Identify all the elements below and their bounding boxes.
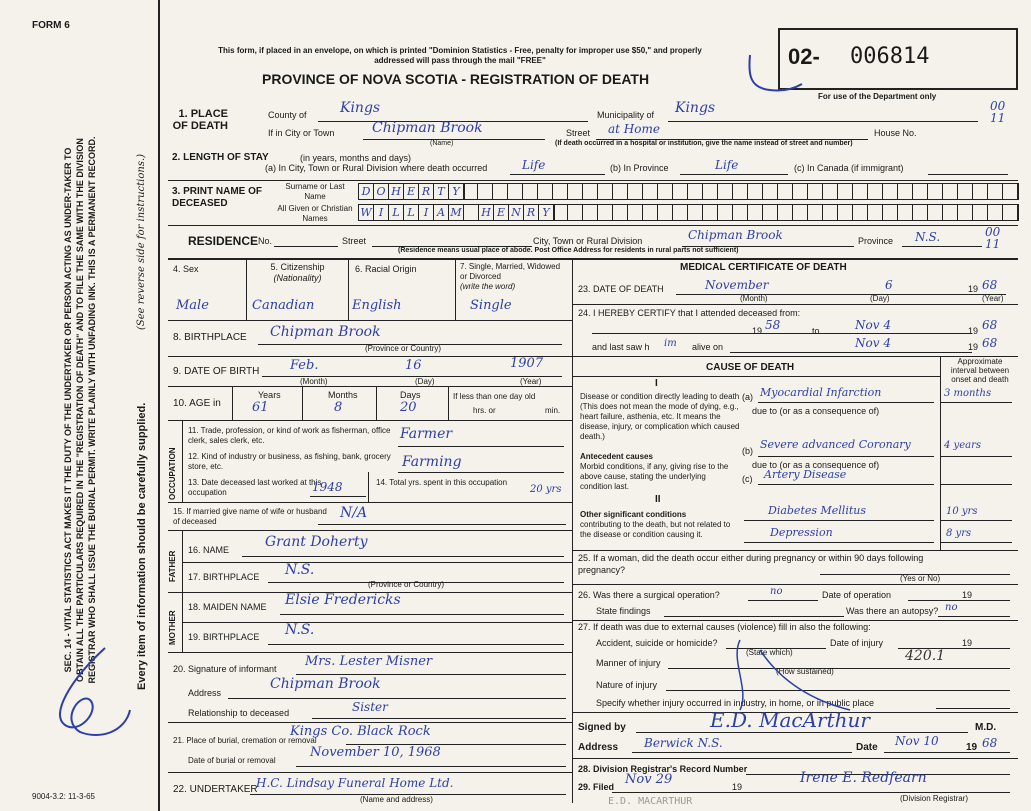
spouse-label: 15. If married give name of wife or husband of deceased	[173, 507, 327, 526]
other-condition-2-interval: 8 yrs	[946, 528, 972, 539]
stay-canada-label: (c) In Canada (if immigrant)	[794, 163, 904, 173]
residence-street-label: Street	[342, 236, 367, 246]
registration-prefix: 02-	[788, 44, 820, 69]
residence-label: RESIDENCE	[188, 234, 259, 248]
industry-question: 12. Kind of industry or business, as fishing, bank, grocery store, etc.	[188, 452, 391, 471]
trade-question: 11. Trade, profession, or kind of work as fisherman, office clerk, sales clerk, etc.	[188, 426, 391, 445]
surgery-question: 26. Was there a surgical operation?	[578, 590, 720, 600]
total-years-value: 20 yrs	[530, 484, 562, 495]
municipality-label: Municipality of	[597, 110, 655, 120]
injury-year-prefix: 19	[962, 638, 973, 648]
burial-place-label: 21. Place of burial, cremation or removal	[173, 736, 317, 745]
months-label: Months	[328, 390, 358, 400]
signed-by-label: Signed by	[578, 722, 626, 733]
residence-city-value: Chipman Brook	[688, 228, 783, 242]
operation-date-label: Date of operation	[822, 590, 892, 600]
surname-letter-box: E	[404, 184, 419, 199]
print-code: 9004-3.2: 11-3-65	[32, 792, 96, 801]
given-name-letter-box: I	[419, 205, 434, 220]
statute-note: SEC. 14 - VITAL STATISTICS ACT MAKES IT THE DUTY OF THE UNDERTAKER OR PERSON ACTING AS UNDER-TAKER TO OBTAIN ALL THE PARTICULARS REQUIRED IN THE "REGISTRATION OF DEATH" AND TO FILE THE SAME WITH THE DIVISION REGISTRAR WHO SHALL ISSUE THE BURIAL PERMIT. WRITE PLAINLY WITH UNFADING INK. THIS IS A PERMANENT RECORD.	[63, 136, 97, 684]
sign-date: Nov 10	[895, 734, 939, 748]
certify-label: 24. I HEREBY CERTIFY that I attended deceased from:	[578, 308, 801, 318]
burial-date-label: Date of burial or removal	[188, 756, 276, 765]
informant-label: 20. Signature of informant	[173, 664, 277, 674]
death-day-caption: (Day)	[870, 294, 890, 303]
stay-city-value: Life	[522, 158, 546, 172]
citizenship-value: Canadian	[252, 298, 315, 313]
birthplace-value: Chipman Brook	[270, 324, 381, 340]
residence-province-value: N.S.	[915, 230, 941, 244]
sign-year-prefix: 19	[966, 742, 978, 753]
due-to-b: due to (or as a consequence of)	[752, 460, 880, 470]
injury-date-label: Date of injury	[830, 638, 884, 648]
undertaker-caption: (Name and address)	[360, 795, 433, 804]
dob-year: 1907	[510, 356, 544, 371]
attended-to-label: to	[812, 326, 820, 336]
postage-notice: This form, if placed in an envelope, on which is printed "Dominion Statistics - Free, penalty for improper use $50," and properly addressed will pass through the mail "FREE"	[218, 46, 702, 65]
antecedent-label: Antecedent causes	[580, 452, 653, 461]
given-name-letter-box: E	[494, 205, 509, 220]
cause-b: Severe advanced Coronary	[760, 438, 911, 451]
physician-address-label: Address	[578, 742, 619, 753]
min-label: min.	[545, 406, 561, 415]
mother-side-label: MOTHER	[168, 610, 177, 645]
given-name-letter-box: W	[359, 205, 374, 220]
industry-value: Farming	[402, 454, 462, 470]
given-name-letter-box: H	[479, 205, 494, 220]
cause-c-marker: (c)	[742, 474, 753, 484]
dob-day: 16	[405, 358, 422, 373]
external-causes-question: 27. If death was due to external causes (violence) fill in also the following:	[578, 622, 871, 632]
given-name-letter-box: I	[374, 205, 389, 220]
years-label: Years	[258, 390, 281, 400]
surgery-value: no	[770, 586, 783, 597]
given-name-letter-box: A	[434, 205, 449, 220]
father-birthplace-value: N.S.	[285, 562, 315, 578]
informant-address: Chipman Brook	[270, 676, 381, 692]
father-name-value: Grant Doherty	[265, 534, 368, 550]
autopsy-value: no	[945, 602, 958, 613]
street-label: Street	[566, 128, 591, 138]
age-label: 10. AGE in	[173, 398, 221, 409]
given-name-letter-box: L	[404, 205, 419, 220]
cause-title: CAUSE OF DEATH	[706, 362, 795, 373]
residence-city-label: City, Town or Rural Division	[533, 236, 643, 246]
father-side-label: FATHER	[168, 550, 177, 582]
mother-maiden-label: 18. MAIDEN NAME	[188, 602, 267, 612]
sex-value: Male	[176, 298, 209, 313]
form-title: PROVINCE OF NOVA SCOTIA - REGISTRATION OF DEATH	[262, 71, 650, 87]
antecedent-hint: Morbid conditions, if any, giving rise to the above cause, stating the underlying condition last.	[580, 462, 729, 491]
surname-letter-box: Y	[449, 184, 464, 199]
length-of-stay-label: 2. LENGTH OF STAY	[172, 152, 269, 163]
surname-letter-box: T	[434, 184, 449, 199]
length-of-stay-hint: (in years, months and days)	[300, 153, 412, 163]
pregnancy-question: 25. If a woman, did the death occur either during pregnancy or within 90 days following pregnancy?	[578, 553, 924, 575]
hrs-label: hrs. or	[473, 406, 496, 415]
dob-year-caption: (Year)	[520, 377, 542, 386]
yes-no-caption: (Yes or No)	[900, 574, 941, 583]
given-names-letter-boxes	[358, 204, 555, 221]
stay-province-label: (b) In Province	[610, 163, 669, 173]
given-name-letter-box: R	[524, 205, 539, 220]
relationship-label: Relationship to deceased	[188, 708, 290, 718]
deceased-name-label: 3. PRINT NAME OF DECEASED	[172, 186, 263, 209]
county-value: Kings	[340, 100, 381, 116]
death-month: November	[705, 278, 769, 292]
sex-label: 4. Sex	[173, 264, 199, 274]
given-name-letter-box: Y	[539, 205, 554, 220]
burial-date-value: November 10, 1968	[310, 745, 441, 760]
hospital-note: (If death occurred in a hospital or institution, give the name instead of street and number)	[555, 140, 853, 147]
manner-label: Manner of injury	[596, 658, 661, 668]
death-year: 68	[982, 278, 998, 292]
street-value: at Home	[608, 122, 660, 136]
sign-date-label: Date	[856, 742, 878, 753]
total-years-question: 14. Total yrs. spent in this occupation	[376, 478, 508, 487]
death-year-prefix: 19	[968, 284, 979, 294]
attended-from: 58	[765, 318, 781, 332]
part-one-label: I	[655, 378, 658, 389]
residence-code: 00 11	[985, 225, 1001, 251]
registration-number: 006814	[850, 44, 930, 69]
last-worked-question: 13. Date deceased last worked at this occupation	[188, 478, 322, 497]
burial-place-value: Kings Co. Black Rock	[290, 724, 431, 739]
specify-label: Specify whether injury occurred in industry, in home, or in public place	[596, 698, 874, 708]
mother-maiden-value: Elsie Fredericks	[285, 592, 401, 608]
last-saw-label: and last saw h	[592, 342, 650, 352]
dob-label: 9. DATE OF BIRTH	[173, 366, 260, 377]
physician-address: Berwick N.S.	[644, 736, 723, 750]
father-name-label: 16. NAME	[188, 545, 230, 555]
attended-to: Nov 4	[855, 318, 891, 332]
death-month-caption: (Month)	[740, 294, 768, 303]
instruction-note: Every item of information should be carefully supplied.	[136, 402, 148, 690]
handwritten-l-mark	[30, 640, 140, 750]
given-name-letter-box: M	[449, 205, 464, 220]
interval-b: 4 years	[944, 440, 981, 451]
registrar-caption: (Division Registrar)	[900, 794, 969, 803]
racial-origin-value: English	[352, 298, 402, 313]
less-day-label: If less than one day old	[453, 392, 536, 401]
medical-title: MEDICAL CERTIFICATE OF DEATH	[680, 262, 847, 273]
given-name-letter-box: N	[509, 205, 524, 220]
alive-on-label: alive on	[692, 342, 724, 352]
age-days: 20	[400, 400, 417, 415]
city-caption: (Name)	[430, 140, 454, 147]
filed-year-prefix: 19	[732, 782, 743, 792]
cause-c: Artery Disease	[764, 468, 847, 481]
autopsy-label: Was there an autopsy?	[846, 606, 939, 616]
nature-label: Nature of injury	[596, 680, 658, 690]
mother-birthplace-value: N.S.	[285, 622, 315, 638]
surname-letter-boxes	[358, 183, 465, 200]
reference-number: 420.1	[905, 648, 946, 664]
marital-value: Single	[470, 298, 512, 313]
mother-birthplace-label: 19. BIRTHPLACE	[188, 632, 260, 642]
city-value: Chipman Brook	[372, 120, 483, 136]
attended-from-prefix: 19	[752, 326, 763, 336]
record-number-label: 28. Division Registrar's Record Number	[578, 764, 748, 774]
margin-rule	[158, 0, 160, 811]
other-conditions-hint: contributing to the death, but not related to the disease or condition causing it.	[580, 520, 731, 539]
city-label: If in City or Town	[268, 128, 335, 138]
accident-label: Accident, suicide or homicide?	[596, 638, 718, 648]
undertaker-label: 22. UNDERTAKER	[173, 784, 258, 795]
place-of-death-label: 1. PLACE OF DEATH	[172, 108, 228, 132]
alive-on-prefix: 19	[968, 342, 979, 352]
operation-year-prefix: 19	[962, 590, 973, 600]
stamp-text: E.D. MACARTHUR	[608, 796, 693, 807]
age-years: 61	[252, 400, 269, 415]
attended-to-prefix: 19	[968, 326, 979, 336]
form-number: FORM 6	[32, 20, 70, 31]
last-worked-value: 1948	[312, 480, 343, 494]
other-condition-1-interval: 10 yrs	[946, 506, 978, 517]
sign-year: 68	[982, 736, 998, 750]
attended-to-year: 68	[982, 318, 998, 332]
surname-letter-box: D	[359, 184, 374, 199]
accident-hint: (State which)	[746, 648, 793, 657]
stay-province-value: Life	[715, 158, 739, 172]
cause-b-marker: (b)	[742, 446, 753, 456]
dob-day-caption: (Day)	[415, 377, 435, 386]
municipality-value: Kings	[675, 100, 716, 116]
given-name-letter-box	[464, 205, 479, 220]
department-use: For use of the Department only	[818, 92, 937, 101]
racial-origin-label: 6. Racial Origin	[355, 264, 417, 274]
date-of-death-label: 23. DATE OF DEATH	[578, 284, 664, 294]
house-number-label: House No.	[874, 128, 917, 138]
surname-letter-box: H	[389, 184, 404, 199]
undertaker-value: H.C. Lindsay Funeral Home Ltd.	[256, 776, 454, 790]
handwritten-check-mark	[740, 50, 810, 95]
alive-on: Nov 4	[855, 336, 891, 350]
sustained-caption: (How sustained)	[776, 667, 834, 676]
informant-address-label: Address	[188, 688, 222, 698]
residence-note: (Residence means usual place of abode. Post Office Address for residents in rural parts not sufficient)	[398, 247, 739, 254]
marital-label: 7. Single, Married, Widowed or Divorced (write the word)	[460, 262, 561, 291]
md-label: M.D.	[975, 722, 997, 733]
residence-province-label: Province	[858, 236, 894, 246]
cause-a: Myocardial Infarction	[760, 386, 882, 399]
filed-date: Nov 29	[625, 772, 673, 787]
occupation-side-label: OCCUPATION	[168, 447, 177, 500]
department-code: 00 11	[990, 99, 1006, 125]
physician-signature: E.D. MacArthur	[710, 708, 870, 732]
other-condition-1: Diabetes Mellitus	[768, 504, 866, 517]
reverse-hint: (See reverse side for instructions.)	[136, 153, 147, 330]
registrar-signature: Irene E. Redfearn	[800, 770, 927, 786]
relationship-value: Sister	[352, 700, 388, 714]
given-names-label: All Given or Christian Names	[277, 204, 353, 223]
death-year-caption: (Year)	[982, 294, 1004, 303]
stay-city-label: (a) In City, Town or Rural Division where death occurred	[265, 163, 488, 173]
surname-letter-box: O	[374, 184, 389, 199]
registration-number-box	[778, 28, 1018, 90]
age-months: 8	[334, 400, 343, 415]
trade-value: Farmer	[400, 426, 453, 442]
informant-name: Mrs. Lester Misner	[305, 654, 433, 669]
given-empty-boxes	[553, 204, 1019, 221]
state-findings-label: State findings	[596, 606, 651, 616]
father-birthplace-label: 17. BIRTHPLACE	[188, 572, 260, 582]
days-label: Days	[400, 390, 421, 400]
birthplace-caption: (Province or Country)	[365, 344, 442, 353]
father-birthplace-caption: (Province or Country)	[368, 580, 445, 589]
death-day: 6	[885, 278, 893, 292]
other-condition-2: Depression	[770, 526, 833, 539]
cause-a-marker: (a)	[742, 392, 753, 402]
citizenship-label: 5. Citizenship (Nationality)	[270, 262, 325, 283]
part-two-label: II	[655, 494, 661, 505]
birthplace-label: 8. BIRTHPLACE	[173, 332, 247, 343]
dob-month-caption: (Month)	[300, 377, 328, 386]
interval-a: 3 months	[944, 388, 992, 399]
interval-header: Approximate interval between onset and death	[950, 357, 1010, 384]
given-name-letter-box: L	[389, 205, 404, 220]
last-saw-suffix: im	[664, 338, 677, 349]
other-conditions-label: Other significant conditions	[580, 510, 687, 519]
due-to-a: due to (or as a consequence of)	[752, 406, 880, 416]
surname-label: Surname or Last Name	[285, 182, 345, 201]
surname-letter-box: R	[419, 184, 434, 199]
county-label: County of	[268, 110, 307, 120]
surname-empty-boxes	[463, 183, 1019, 200]
handwritten-scrawl	[700, 630, 860, 720]
spouse-value: N/A	[340, 505, 368, 521]
dob-month: Feb.	[290, 358, 319, 373]
filed-label: 29. Filed	[578, 782, 615, 792]
residence-no-label: No.	[258, 236, 273, 246]
alive-on-year: 68	[982, 336, 998, 350]
direct-cause-label: Disease or condition directly leading to death (This does not mean the mode of dying, e.g., heart failure, asthenia, etc. It means the disease, injury, or complication which caused death.)	[580, 392, 740, 441]
